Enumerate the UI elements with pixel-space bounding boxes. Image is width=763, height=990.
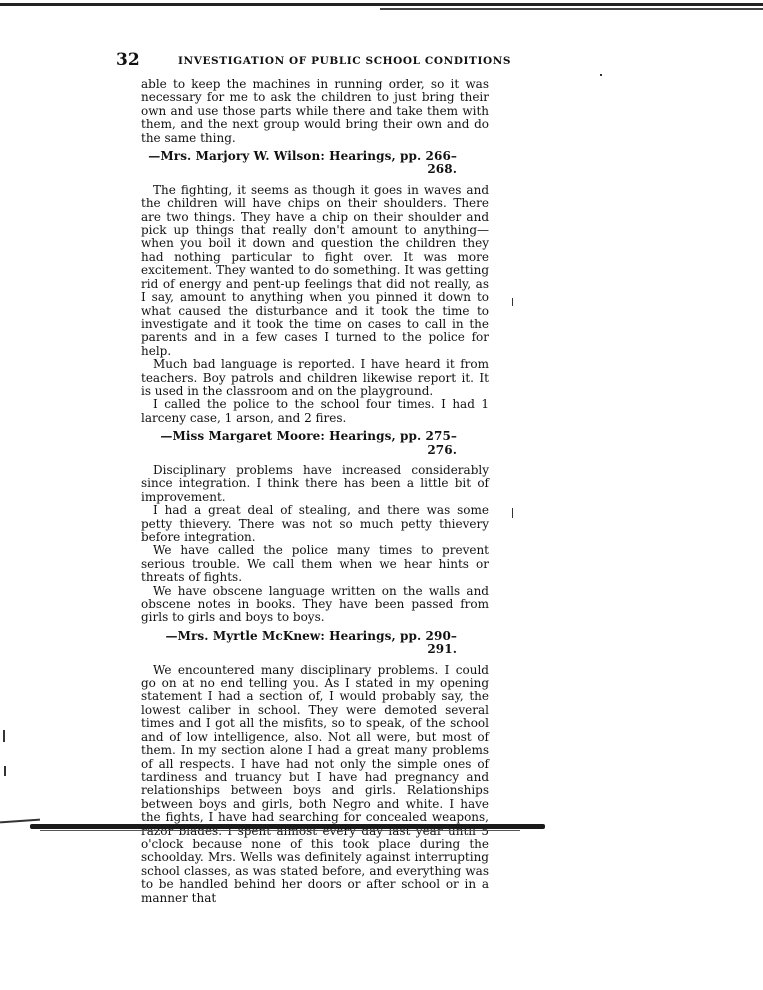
attribution-moore: —Miss Margaret Moore: Hearings, pp. 275–276.: [160, 429, 457, 457]
scan-bottom-rule-line: [40, 830, 520, 831]
paragraph: We have called the police many times to prevent serious trouble. We call them when we hear hints or threats of fights.: [141, 543, 489, 585]
scan-speck: [4, 766, 6, 776]
scan-speck: [600, 74, 602, 76]
paragraph: We have obscene language written on the walls and obscene notes in books. They have been passed from girls to girls and boys to boys.: [141, 583, 489, 625]
scan-speck: [512, 298, 513, 306]
paragraph: Much bad language is reported. I have heard it from teachers. Boy patrols and children likewise report it. It is used in the classroom and on the playground.: [141, 357, 489, 398]
scan-bottom-rule: [0, 818, 560, 838]
scan-bottom-rule-bar: [30, 824, 545, 829]
paragraph: I had a great deal of stealing, and there was some petty thievery. There was not so much petty thievery before integration.: [141, 503, 489, 544]
scan-top-rule-line: [0, 3, 763, 6]
scan-top-rule: [0, 0, 763, 14]
paragraph: Disciplinary problems have increased considerably since integration. I think there has been a little bit of improvement.: [141, 462, 489, 504]
running-head: INVESTIGATION OF PUBLIC SCHOOL CONDITIONS: [178, 55, 512, 67]
paragraph: able to keep the machines in running order, so it was necessary for me to ask the children to just bring their own and use those parts while there and take them with them, and the next group would bring their own and do the same thing.: [141, 77, 489, 145]
scan-speck: [512, 508, 513, 518]
scan-bottom-rule-stroke: [0, 819, 40, 824]
paragraph: We encountered many disciplinary problems. I could go on at no end telling you. As I stated in my opening statement I had a section of, I would probably say, the lowest caliber in school. They were demoted several times and I got all the misfits, so to speak, of the school and of low intelligence, also. Not all were, but most of them. In my section alone I had a great many problems of all respects. I have had not only the simple ones of tardiness and truancy but I have had pregnancy and relationships between boys and girls. Relationships between boys and girls, both Negro and white. I have the fights, I have had searching for concealed weapons, o'clock because none of this took place during the schoolday. Mrs. Wells was definitely against interrupting school classes, as was stated before, and everything was to be handled behind her doors or after school or in a manner that: [141, 662, 489, 905]
page-number: 32: [116, 50, 140, 70]
scan-top-rule-line-2: [380, 8, 763, 10]
attribution-wilson: —Mrs. Marjory W. Wilson: Hearings, pp. 266–268.: [148, 149, 457, 177]
paragraph: I called the police to the school four times. I had 1 larceny case, 1 arson, and 2 fires.: [141, 397, 489, 425]
paragraph: The fighting, it seems as though it goes in waves and the children will have chips on their shoulders. There are two things. They have a chip on their shoulder and pick up things that really don't amount to anything—when you boil it down and question the children they had nothing particular to fight over. It was more excitement. They wanted to do something. It was getting rid of energy and pent-up feelings that did not really, as I say, amount to anything when you pinned it down to what caused the disturbance and it took the time to investigate and it took the time on cases to call in the parents and in a few cases I turned to the police for help.: [141, 182, 489, 358]
attribution-mcknew: —Mrs. Myrtle McKnew: Hearings, pp. 290–291.: [165, 628, 457, 657]
scan-speck: [3, 730, 5, 742]
page-body: [141, 78, 489, 905]
